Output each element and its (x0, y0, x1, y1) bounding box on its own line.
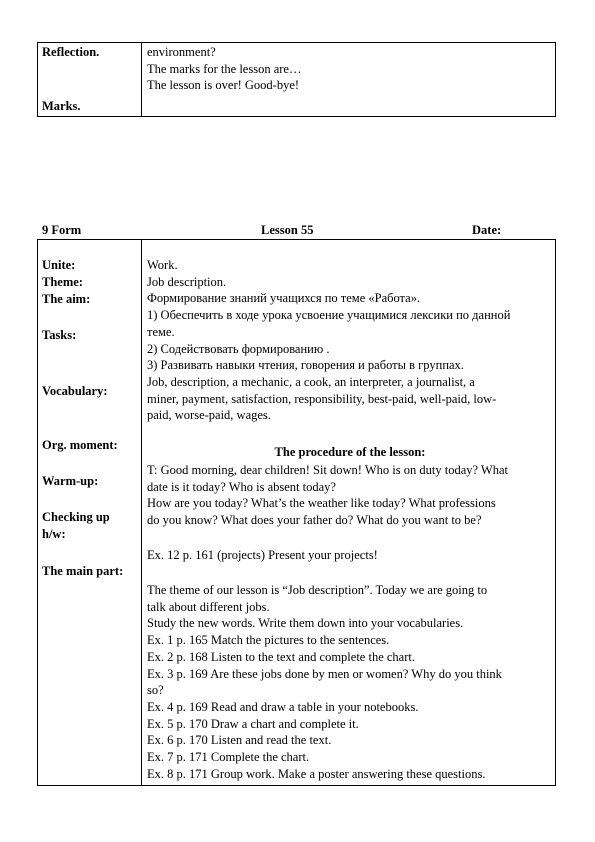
unite-label: Unite: (42, 258, 76, 272)
text-line: Study the new words. Write them down into your vocabularies. (147, 616, 464, 631)
marks-label: Marks. (42, 99, 81, 113)
text-line: Ex. 6 p. 170 Listen and read the text. (147, 733, 332, 748)
text-line: talk about different jobs. (147, 599, 270, 614)
text-line: miner, payment, satisfaction, responsibility, best-paid, well-paid, low- (147, 391, 497, 406)
form-label: 9 Form (42, 223, 82, 237)
text-line: Work. (147, 258, 178, 272)
text-line: environment? (147, 45, 216, 59)
text-line: Ex. 4 p. 169 Read and draw a table in your notebooks. (147, 699, 419, 714)
text-line: The lesson is over! Good-bye! (147, 78, 300, 93)
text-line: 1) Обеспечить в ходе урока усвоение учащимися лексики по данной (147, 308, 511, 323)
text-line: Ex. 2 p. 168 Listen to the text and complete the chart. (147, 649, 415, 664)
org-moment-label: Org. moment: (42, 438, 118, 452)
main-table-divider (141, 239, 142, 786)
date-label: Date: (472, 223, 502, 237)
text-line: теме. (147, 324, 175, 339)
text-line: Job, description, a mechanic, a cook, an interpreter, a journalist, a (147, 374, 475, 389)
text-line: do you know? What does your father do? What do you want to be? (147, 513, 482, 528)
reflection-label: Reflection. (42, 45, 100, 59)
text-line: paid, worse-paid, wages. (147, 408, 271, 423)
text-line: Ex. 5 p. 170 Draw a chart and complete it. (147, 716, 359, 731)
main-part-block (147, 582, 502, 782)
tasks-label: Tasks: (42, 328, 77, 342)
aim-label: The aim: (42, 292, 91, 306)
text-line: How are you today? What’s the weather like today? What professions (147, 496, 496, 511)
warm-up-label: Warm-up: (42, 474, 99, 488)
main-part-label: The main part: (42, 564, 124, 578)
text-line: Ex. 1 p. 165 Match the pictures to the sentences. (147, 633, 390, 648)
top-table-divider (141, 42, 142, 117)
text-line: 3) Развивать навыки чтения, говорения и работы в группах. (147, 358, 464, 373)
text-line: so? (147, 683, 164, 698)
checking-up-label: Checking up (42, 510, 110, 524)
text-line: Ex. 12 p. 161 (projects) Present your projects! (147, 548, 378, 562)
text-line: The theme of our lesson is “Job description”. Today we are going to (147, 583, 488, 597)
top-table-text (147, 44, 301, 94)
theme-label: Theme: (42, 275, 83, 289)
homework-block (147, 547, 378, 564)
checking-hw-label: h/w: (42, 527, 66, 541)
text-line: Ex. 8 p. 171 Group work. Make a poster answering these questions. (147, 766, 486, 781)
warm-up-block (147, 462, 508, 529)
text-line: Ex. 7 p. 171 Complete the chart. (147, 750, 310, 765)
top-table-bottom-border (37, 116, 556, 117)
text-line: date is it today? Who is absent today? (147, 479, 336, 494)
text-line: Ex. 3 p. 169 Are these jobs done by men or women? Why do you think (147, 666, 502, 681)
text-line: The marks for the lesson are… (147, 61, 302, 76)
procedure-title: The procedure of the lesson: (274, 445, 426, 459)
lesson-label: Lesson 55 (261, 223, 314, 237)
lesson-info-block (147, 257, 510, 424)
text-line: Job description. (147, 274, 227, 289)
text-line: 2) Содействовать формированию . (147, 341, 330, 356)
main-table-bottom-border (37, 785, 556, 786)
text-line: T: Good morning, dear children! Sit down! Who is on duty today? What (147, 463, 509, 477)
vocabulary-label: Vocabulary: (42, 384, 108, 398)
text-line: Формирование знаний учащихся по теме «Работа». (147, 291, 421, 306)
